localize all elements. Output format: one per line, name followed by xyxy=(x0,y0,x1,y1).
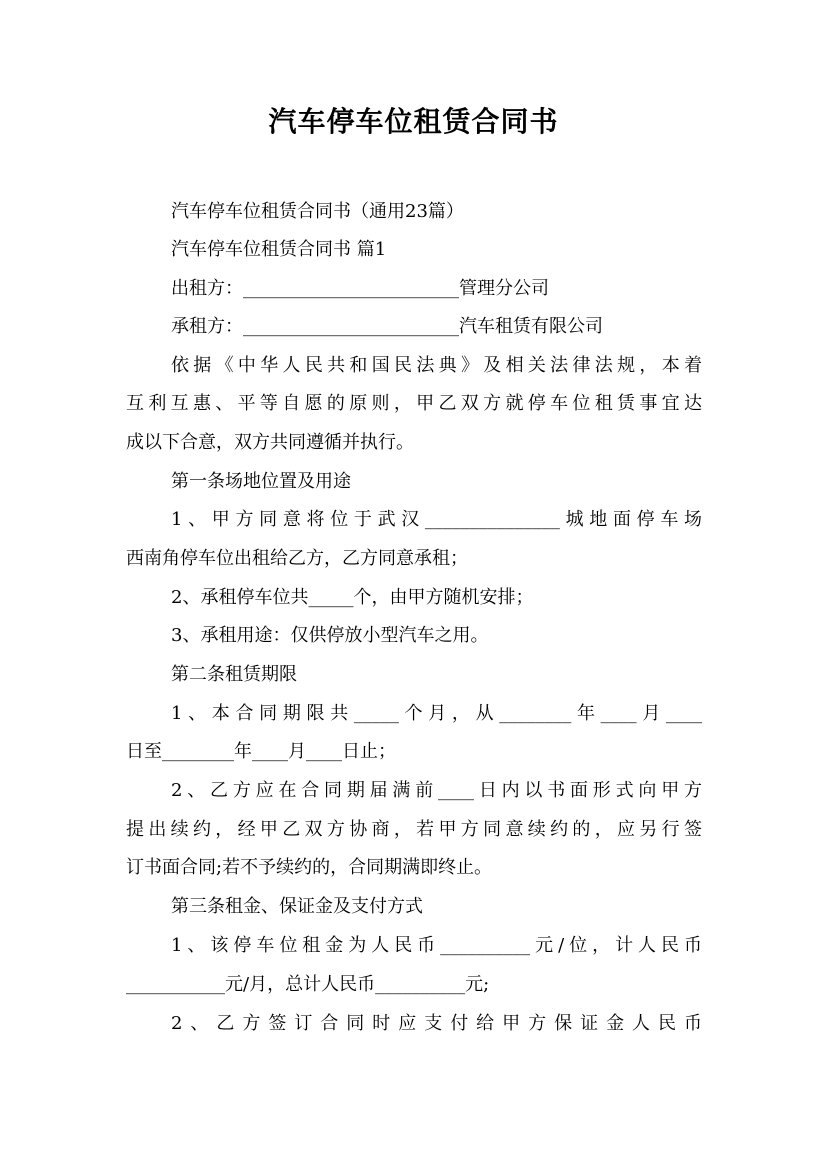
text-line: 成以下合意，双方共同遵循并执行。 xyxy=(126,432,414,453)
text-line: 1、甲方同意将位于武汉_______________城地面停车场 xyxy=(171,509,702,530)
text-line: 2、乙方应在合同期届满前____日内以书面形式向甲方 xyxy=(171,780,702,801)
document-title: 汽车停车位租赁合同书 xyxy=(268,105,559,138)
text-line: 出租方：________________________管理分公司 xyxy=(171,278,549,299)
text-line: 承租方：________________________汽车租赁有限公司 xyxy=(171,316,603,337)
text-line: ___________元/月，总计人民币__________元; xyxy=(126,974,490,995)
section-heading: 第三条租金、保证金及支付方式 xyxy=(171,896,423,917)
text-line: 西南角停车位出租给乙方，乙方同意承租； xyxy=(126,548,468,569)
text-line: 1、本合同期限共_____个月，从________年____月____ xyxy=(171,703,702,724)
text-line: 1、该停车位租金为人民币__________元/位，计人民币 xyxy=(171,935,702,956)
text-line: 提出续约，经甲乙双方协商，若甲方同意续约的，应另行签 xyxy=(126,819,702,840)
section-heading: 第一条场地位置及用途 xyxy=(171,471,351,492)
text-line: 3、承租用途：仅供停放小型汽车之用。 xyxy=(171,625,489,646)
text-line: 汽车停车位租赁合同书 篇1 xyxy=(171,239,387,260)
text-line: 订书面合同;若不予续约的，合同期满即终止。 xyxy=(126,857,493,878)
text-line: 依据《中华人民共和国民法典》及相关法律法规，本着 xyxy=(171,355,702,376)
text-line: 互利互惠、平等自愿的原则，甲乙双方就停车位租赁事宜达 xyxy=(126,393,702,414)
text-line: 日至________年____月____日止； xyxy=(126,741,396,762)
section-heading: 第二条租赁期限 xyxy=(171,664,297,685)
text-line: 2、承租停车位共_____个，由甲方随机安排； xyxy=(171,587,534,608)
text-line: 2、乙方签订合同时应支付给甲方保证金人民币 xyxy=(171,1013,702,1034)
text-line: 汽车停车位租赁合同书（通用23篇） xyxy=(171,201,464,222)
